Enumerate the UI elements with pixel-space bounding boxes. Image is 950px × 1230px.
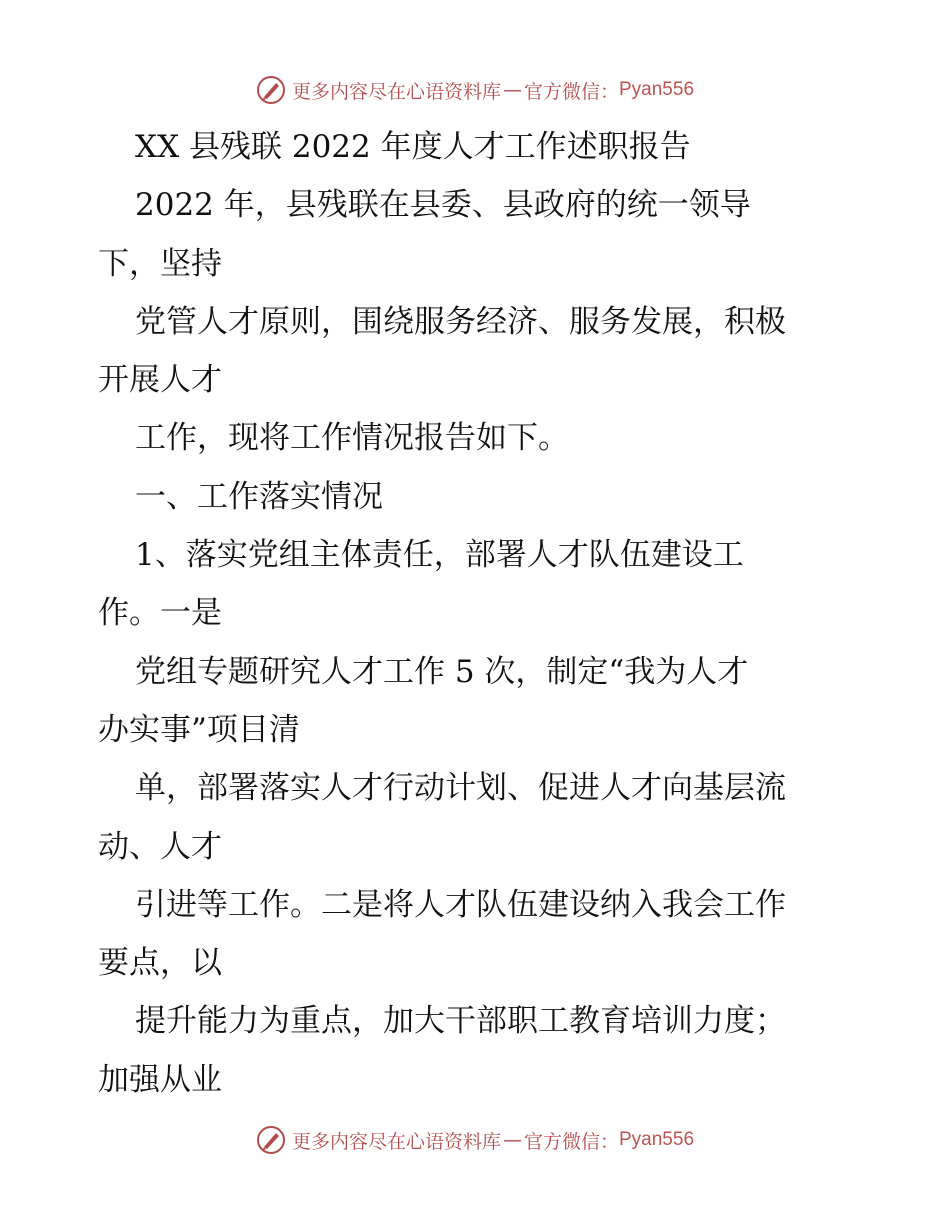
paragraph-line: 单，部署落实人才行动计划、促进人才向基层流 xyxy=(135,770,786,807)
banner-wechat-label: 官方微信： xyxy=(523,1130,619,1153)
quill-logo-icon xyxy=(256,1125,286,1155)
section-heading: 一、工作落实情况 xyxy=(135,478,383,515)
paragraph-line: 开展人才 xyxy=(98,362,222,399)
paragraph-line: 作。一是 xyxy=(98,595,222,632)
banner-separator: — xyxy=(502,1129,522,1151)
document-title: XX 县残联 2022 年度人才工作述职报告 xyxy=(135,129,691,165)
paragraph-line: 办实事”项目清 xyxy=(98,711,300,748)
paragraph-line: 要点，以 xyxy=(98,945,222,982)
paragraph-line: 引进等工作。二是将人才队伍建设纳入我会工作 xyxy=(135,886,786,923)
paragraph-line: 党组专题研究人才工作 5 次，制定“我为人才 xyxy=(135,653,749,690)
banner-wechat-label: 官方微信： xyxy=(523,80,619,103)
paragraph-line: 下，坚持 xyxy=(98,245,222,282)
paragraph-line: 工作，现将工作情况报告如下。 xyxy=(135,420,569,457)
paragraph-line: 2022 年，县残联在县委、县政府的统一领导 xyxy=(135,187,751,224)
banner-separator: — xyxy=(502,79,522,101)
paragraph-line: 提升能力为重点，加大干部职工教育培训力度； xyxy=(135,1003,786,1040)
document-body xyxy=(98,118,858,1109)
paragraph-line: 1、落实党组主体责任，部署人才队伍建设工 xyxy=(135,537,744,574)
banner-wechat-id: Pyan556 xyxy=(619,79,695,100)
quill-logo-icon xyxy=(256,75,286,105)
paragraph-line: 加强从业 xyxy=(98,1061,222,1098)
paragraph-line: 动、人才 xyxy=(98,828,222,865)
banner-promo-text: 更多内容尽在心语资料库 xyxy=(291,80,501,103)
footer-watermark-banner xyxy=(0,1120,950,1160)
banner-wechat-id: Pyan556 xyxy=(619,1129,695,1150)
paragraph-line: 党管人才原则，围绕服务经济、服务发展，积极 xyxy=(135,303,786,340)
header-watermark-banner xyxy=(0,70,950,110)
banner-promo-text: 更多内容尽在心语资料库 xyxy=(291,1130,501,1153)
